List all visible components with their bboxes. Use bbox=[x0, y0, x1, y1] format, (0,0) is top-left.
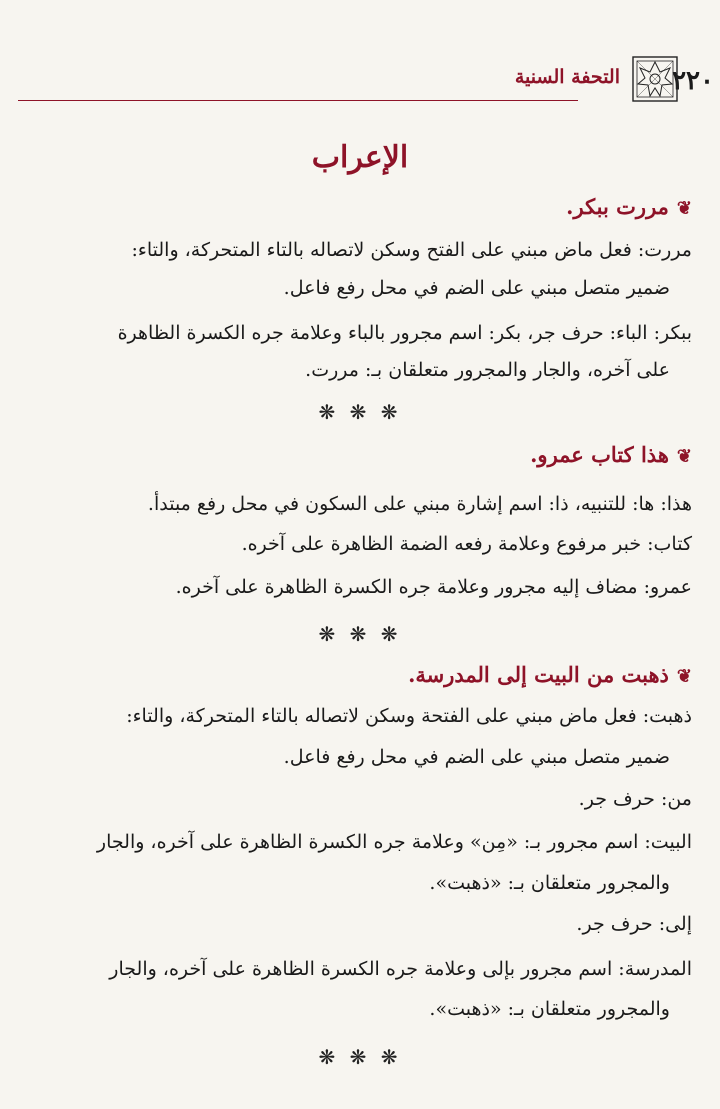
section-separator: ❋ ❋ ❋ bbox=[318, 400, 402, 424]
parse-line: والمجرور متعلقان بـ: «ذهبت». bbox=[429, 998, 670, 1020]
book-title: التحفة السنية bbox=[514, 66, 620, 88]
floral-bullet-icon: ❦ bbox=[676, 666, 692, 687]
parse-line: على آخره، والجار والمجرور متعلقان بـ: مررت. bbox=[305, 359, 670, 381]
section-heading: الإعراب bbox=[311, 140, 409, 175]
parse-line: ببكر: الباء: حرف جر، بكر: اسم مجرور بالباء وعلامة جره الكسرة الظاهرة bbox=[117, 322, 692, 344]
parse-line: ضمير متصل مبني على الضم في محل رفع فاعل. bbox=[283, 746, 670, 768]
parse-line: البيت: اسم مجرور بـ: «مِن» وعلامة جره الكسرة الظاهرة على آخره، والجار bbox=[96, 831, 692, 853]
parse-line: عمرو: مضاف إليه مجرور وعلامة جره الكسرة الظاهرة على آخره. bbox=[175, 576, 692, 598]
parse-line: والمجرور متعلقان بـ: «ذهبت». bbox=[429, 872, 670, 894]
parse-line: إلى: حرف جر. bbox=[576, 913, 692, 935]
parse-line: ذهبت: فعل ماض مبني على الفتحة وسكن لاتصاله بالتاء المتحركة، والتاء: bbox=[126, 705, 692, 727]
parse-line: المدرسة: اسم مجرور بإلى وعلامة جره الكسرة الظاهرة على آخره، والجار bbox=[109, 958, 692, 980]
geometric-star-ornament-icon bbox=[632, 56, 678, 102]
header-rule bbox=[18, 100, 578, 101]
floral-bullet-icon: ❦ bbox=[676, 446, 692, 467]
example-sentence-2: ❦هذا كتاب عمرو. bbox=[530, 442, 692, 467]
section-separator: ❋ ❋ ❋ bbox=[318, 622, 402, 646]
example-sentence-3: ❦ذهبت من البيت إلى المدرسة. bbox=[408, 662, 692, 687]
page-number: ٢٢٠ bbox=[672, 66, 714, 96]
section-separator: ❋ ❋ ❋ bbox=[318, 1045, 402, 1069]
parse-line: مررت: فعل ماض مبني على الفتح وسكن لاتصاله بالتاء المتحركة، والتاء: bbox=[131, 239, 692, 261]
parse-line: من: حرف جر. bbox=[578, 788, 692, 810]
example-sentence-1: ❦مررت ببكر. bbox=[566, 194, 692, 219]
parse-line: ضمير متصل مبني على الضم في محل رفع فاعل. bbox=[283, 277, 670, 299]
floral-bullet-icon: ❦ bbox=[676, 198, 692, 219]
parse-line: كتاب: خبر مرفوع وعلامة رفعه الضمة الظاهرة على آخره. bbox=[241, 533, 692, 555]
running-header bbox=[0, 50, 720, 110]
parse-line: هذا: ها: للتنبيه، ذا: اسم إشارة مبني على السكون في محل رفع مبتدأ. bbox=[147, 493, 692, 515]
